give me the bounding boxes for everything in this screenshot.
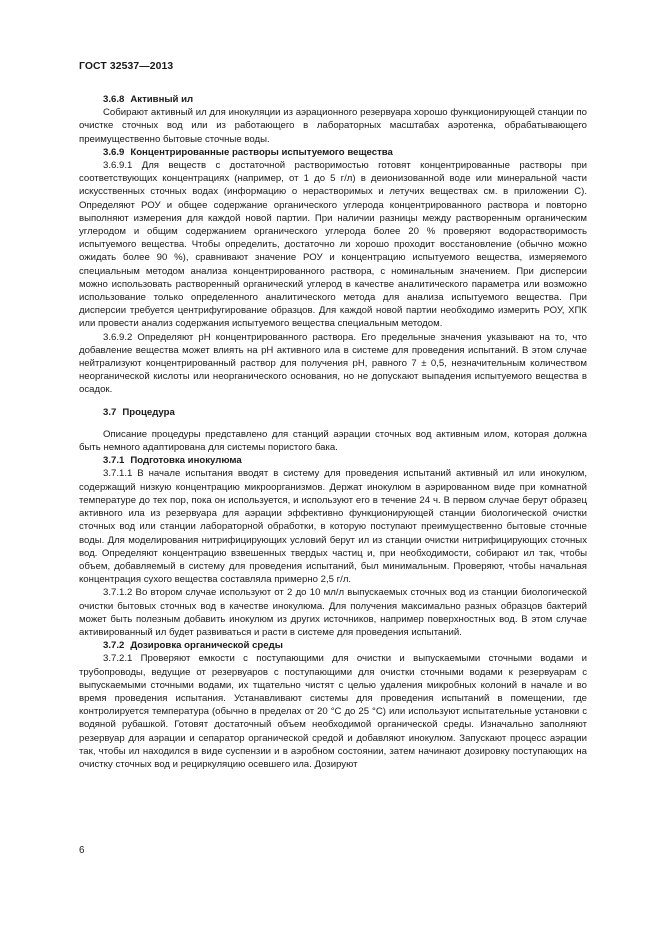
- paragraph: 3.6.9.2 Определяют рН концентрированного раствора. Его предельные значения указывают на то, что добавление вещества может влиять на рН активного ила в системе для проведения испытаний. В этом случае нейтрализуют концентрированный раствор для получения рН, равного 7 ± 0,5, незначительным количеством неорганической кислоты или неорганического основания, но не допускают выпадения испытуемого вещества в осадок.: [79, 331, 587, 396]
- document-header: ГОСТ 32537—2013: [79, 61, 174, 72]
- document-body: [79, 93, 587, 771]
- paragraph: Собирают активный ил для инокуляции из аэрационного резервуара хорошо функционирующей станции по очистке сточных вод или из работающего в лабораторных масштабах аэротенка, обрабатывающего преимущественно бытовые сточные воды.: [79, 107, 587, 145]
- section-number: 3.7.2: [103, 640, 125, 652]
- section-heading-3-7-2: [79, 639, 587, 652]
- section-number: 3.7: [103, 406, 117, 418]
- section-number: 3.6.9: [103, 146, 125, 158]
- section-title: Дозировка органической среды: [130, 640, 283, 652]
- spacer: [79, 419, 587, 428]
- section-heading-3-7: [79, 406, 587, 419]
- paragraph: 3.7.2.1 Проверяют емкости с поступающими для очистки и выпускаемыми сточными водами и трубопроводы, ведущие от резервуаров с поступающими для очистки сточными водами к резервуарам с выпускаемыми сточными водами, их тщательно чистят с целью удаления микробных колоний в начале и во время проведения испытания. Устанавливают системы для проведения испытаний в помещении, где контролируется температура (обычно в пределах от 20 °С до 25 °С) или используют испытательные установки с водяной рубашкой. Готовят достаточный объем необходимой органической среды. Изначально заполняют резервуар для аэрации и сепаратор органической средой и добавляют инокулюм. Запускают процесс аэрации так, чтобы ил находился в виде суспензии и в аэробном состоянии, затем начинают дозировку поступающих на очистку сточных вод и рециркуляцию осевшего ила. Дозируют: [79, 653, 587, 770]
- section-title: Концентрированные растворы испытуемого вещества: [130, 146, 393, 158]
- paragraph: 3.7.1.1 В начале испытания вводят в систему для проведения испытаний активный ил или инокулюм, содержащий низкую концентрацию микроорганизмов. Держат инокулюм в аэрированном виде при комнатной температуре до тех пор, пока он используется, и используют его в течение 24 ч. В первом случае берут образец активного ила из резервуара для аэрации эффективно функционирующей станции биологической очистки сточных вод или станции лабораторной обработки, в которую поступают преимущественно бытовые сточные воды. Для моделирования нитрифицирующих условий берут ил из станции очистки нитрифицирующих сточных вод. Определяют концентрацию взвешенных твердых частиц и, при необходимости, собирают ил так, чтобы объем, добавляемый в систему для проведения испытаний, был минимальным. Проверяют, чтобы начальная концентрация сухого вещества составляла примерно 2,5 г/л.: [79, 468, 587, 586]
- section-heading-3-7-1: [79, 454, 587, 467]
- page-number: 6: [79, 845, 85, 856]
- section-heading-3-6-8: [79, 93, 587, 106]
- paragraph: Описание процедуры представлено для станций аэрации сточных вод активным илом, которая должна быть немного адаптирована для системы пористого бака.: [79, 428, 587, 454]
- section-number: 3.6.8: [103, 94, 125, 105]
- paragraph: 3.6.9.1 Для веществ с достаточной растворимостью готовят концентрированные растворы при соответствующих концентрациях (например, от 1 до 5 г/л) в деионизованной воде или минеральной части искусственных сточных водах (информацию о нерастворимых и летучих веществах см. в приложении С). Определяют РОУ и общее содержание органического углерода концентрированного раствора и повторно выполняют измерения для каждой новой партии. При наличии разницы между растворенным органическим углеродом и общим содержанием органического углерода более 20 % проверяют водорастворимость испытуемого вещества. Чтобы определить, достаточно ли хорошо проходит восстановление (обычно можно ожидать более 90 %), сравнивают значение РОУ и концентрацию испытуемого вещества, измеряемого специальным методом анализа концентрированного раствора, с номинальным значением. При дисперсии можно использовать растворенный органический углерод в качестве аналитического параметра или возможно использование только определенного аналитического метода для анализа испытуемого вещества. При дисперсии требуется центрифугирование образцов. Для каждой новой партии необходимо измерить РОУ, ХПК или провести анализ содержания испытуемого вещества специальным методом.: [79, 160, 587, 330]
- section-heading-3-6-9: [79, 146, 587, 159]
- spacer: [79, 397, 587, 406]
- section-title: Процедура: [122, 406, 175, 418]
- section-title: Подготовка инокулюма: [130, 455, 242, 467]
- paragraph: 3.7.1.2 Во втором случае используют от 2 до 10 мл/л выпускаемых сточных вод из станции биологической очистки бытовых сточных вод в качестве инокулюма. Для получения максимально разных образцов бактерий может быть полезным добавить инокулюм из других источников, например поверхностных вод. В этом случае активированный ил будет развиваться и расти в системе для проведения испытаний.: [79, 587, 587, 638]
- section-number: 3.7.1: [103, 455, 125, 467]
- section-title: Активный ил: [130, 94, 194, 105]
